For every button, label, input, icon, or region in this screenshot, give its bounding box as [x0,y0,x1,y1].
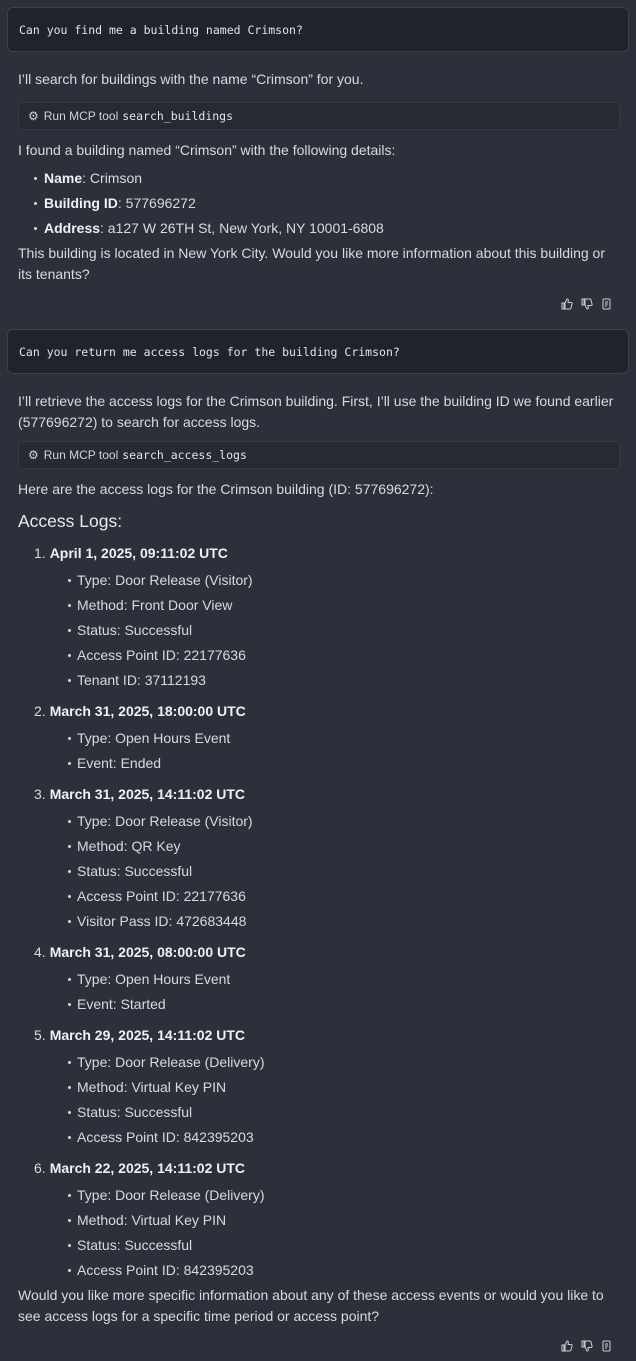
list-item: Access Point ID: 22177636 [18,643,622,668]
list-item: Type: Door Release (Delivery) [18,1183,622,1208]
list-item: Status: Successful [18,859,622,884]
log-entry-1 [18,539,622,693]
thumbs-down-icon[interactable] [581,1340,593,1352]
list-item: Status: Successful [18,1100,622,1125]
assistant-outro-1: This building is located in New York City. Would you like more information about this building or its tenants? [18,245,606,282]
tool-prefix: Run MCP tool [43,448,119,462]
list-item: Method: QR Key [18,834,622,859]
log-entry-title: 2. March 31, 2025, 18:00:00 UTC [34,703,246,719]
list-item: Type: Door Release (Visitor) [18,809,622,834]
log-entry-5 [18,1021,622,1150]
list-item: Method: Virtual Key PIN [18,1075,622,1100]
list-item: Type: Open Hours Event [18,967,622,992]
list-item: Type: Open Hours Event [18,726,622,751]
tool-call-search-access-logs[interactable] [18,441,620,469]
gear-icon: ⚙ [28,109,39,123]
list-item: Event: Ended [18,751,622,776]
feedback-bar-1 [561,298,613,310]
list-item: Status: Successful [18,1233,622,1258]
list-item: Access Point ID: 842395203 [18,1125,622,1150]
log-entry-title: 6. March 22, 2025, 14:11:02 UTC [34,1160,246,1176]
log-entry-4 [18,938,622,1017]
assistant-found-text: I found a building named “Crimson” with the following details: [18,142,396,158]
list-item: Status: Successful [18,618,622,643]
list-item: Access Point ID: 22177636 [18,884,622,909]
log-entry-title: 1. April 1, 2025, 09:11:02 UTC [34,545,228,561]
assistant-intro-1: I’ll search for buildings with the name “Crimson” for you. [18,71,364,87]
list-item: Visitor Pass ID: 472683448 [18,909,622,934]
assistant-outro-2: Would you like more specific information about any of these access events or would you like to see access logs for a specific time period or access point? [18,1287,604,1324]
list-item: Access Point ID: 842395203 [18,1258,622,1283]
list-item: Address: a127 W 26TH St, New York, NY 10001-6808 [18,216,622,241]
user-message-text: Can you return me access logs for the building Crimson? [19,344,400,359]
tool-call-search-buildings[interactable] [18,102,620,130]
list-item: Event: Started [18,992,622,1017]
thumbs-up-icon[interactable] [561,298,573,310]
tool-prefix: Run MCP tool [43,109,119,123]
list-item: Type: Door Release (Delivery) [18,1050,622,1075]
log-entry-title: 4. March 31, 2025, 08:00:00 UTC [34,944,246,960]
user-message-1 [7,7,629,52]
tool-name: search_buildings [122,109,234,123]
user-message-2 [7,329,629,374]
log-entry-title: 3. March 31, 2025, 14:11:02 UTC [34,786,246,802]
assistant-intro-2: I’ll retrieve the access logs for the Crimson building. First, I’ll use the building ID we found earlier (577696272) to search for access logs. [18,393,614,430]
thumbs-up-icon[interactable] [561,1340,573,1352]
list-item: Method: Front Door View [18,593,622,618]
thumbs-down-icon[interactable] [581,298,593,310]
list-item: Building ID: 577696272 [18,191,622,216]
copy-icon[interactable] [601,1340,613,1352]
log-entry-6 [18,1154,622,1283]
gear-icon: ⚙ [28,448,39,462]
list-item: Method: Virtual Key PIN [18,1208,622,1233]
tool-name: search_access_logs [122,448,247,462]
log-entry-2 [18,697,622,776]
building-details-list [18,166,622,241]
user-message-text: Can you find me a building named Crimson? [19,22,303,37]
feedback-bar-2 [561,1340,613,1352]
access-logs-heading: Access Logs: [18,511,123,531]
list-item: Type: Door Release (Visitor) [18,568,622,593]
copy-icon[interactable] [601,298,613,310]
log-entry-3 [18,780,622,934]
log-entry-title: 5. March 29, 2025, 14:11:02 UTC [34,1027,246,1043]
list-item: Tenant ID: 37112193 [18,668,622,693]
access-logs-list [18,539,622,1283]
list-item: Name: Crimson [18,166,622,191]
assistant-here-text: Here are the access logs for the Crimson building (ID: 577696272): [18,481,434,497]
